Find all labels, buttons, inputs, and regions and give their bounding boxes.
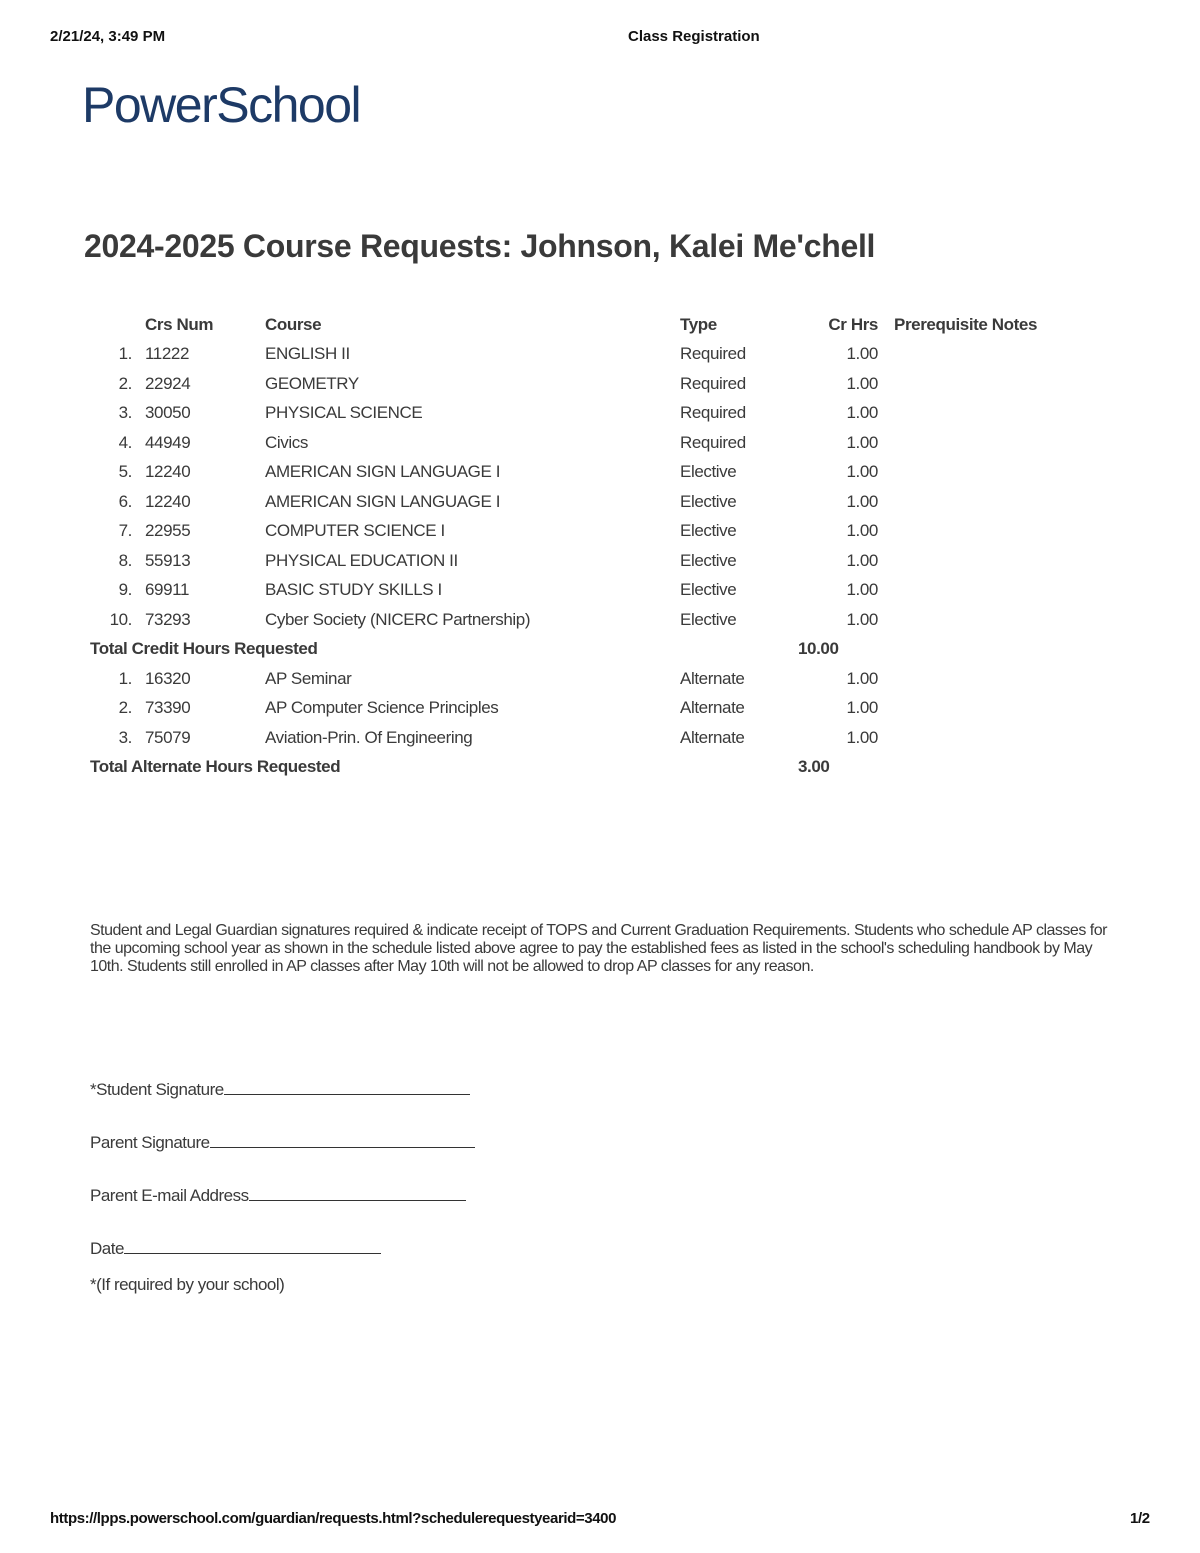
table-row (90, 340, 1064, 370)
prereq-notes (878, 694, 1064, 724)
credit-hours: 1.00 (846, 521, 878, 541)
total-alternate-hours-row-spacer (878, 753, 1064, 783)
course-number: 75079 (145, 727, 191, 747)
total-credit-hours-row-value: 10.00 (798, 639, 839, 659)
col-index (90, 310, 145, 340)
credit-hours: 1.00 (846, 550, 878, 570)
course-name: AP Seminar (265, 668, 352, 688)
course-type: Required (680, 432, 746, 452)
table-row (90, 399, 1064, 429)
course-number: 69911 (145, 580, 190, 600)
page-url: https://lpps.powerschool.com/guardian/requests.html?schedulerequestyearid=3400 (50, 1510, 617, 1527)
credit-hours: 1.00 (846, 668, 878, 688)
table-row (90, 723, 1064, 753)
signature-footnote: *(If required by your school) (90, 1275, 285, 1294)
course-name: AMERICAN SIGN LANGUAGE I (265, 491, 501, 511)
course-name: COMPUTER SCIENCE I (265, 521, 445, 541)
credit-hours: 1.00 (846, 344, 878, 364)
prereq-notes (878, 340, 1064, 370)
credit-hours: 1.00 (846, 373, 878, 393)
parent-signature-label: Parent Signature (90, 1133, 210, 1152)
credit-hours: 1.00 (846, 609, 878, 629)
student-signature-blank (224, 1080, 470, 1095)
course-number: 22955 (145, 521, 191, 541)
row-index: 8. (118, 550, 132, 570)
table-row (90, 458, 1064, 488)
prereq-notes (878, 487, 1064, 517)
col-crs-num: Crs Num (145, 314, 214, 334)
row-index: 3. (118, 403, 132, 423)
col-course: Course (265, 314, 322, 334)
credit-hours: 1.00 (846, 403, 878, 423)
course-number: 11222 (145, 344, 190, 364)
course-number: 12240 (145, 462, 191, 482)
parent-email-line (90, 1186, 466, 1206)
col-prereq-notes: Prerequisite Notes (894, 314, 1038, 334)
row-index: 7. (118, 521, 132, 541)
prereq-notes (878, 664, 1064, 694)
course-number: 16320 (145, 668, 191, 688)
row-index: 3. (118, 727, 132, 747)
prereq-notes (878, 546, 1064, 576)
course-type: Alternate (680, 727, 745, 747)
student-signature-line (90, 1080, 470, 1100)
course-name: Aviation-Prin. Of Engineering (265, 727, 473, 747)
total-credit-hours-row-label: Total Credit Hours Requested (90, 639, 318, 659)
course-name: PHYSICAL SCIENCE (265, 403, 423, 423)
total-credit-hours-row-spacer (878, 635, 1064, 665)
powerschool-logo: PowerSchool (82, 77, 361, 133)
parent-signature-line (90, 1133, 475, 1153)
row-index: 6. (118, 491, 132, 511)
course-name: ENGLISH II (265, 344, 350, 364)
prereq-notes (878, 458, 1064, 488)
total-alternate-hours-row (90, 753, 1064, 783)
prereq-notes (878, 723, 1064, 753)
course-requests-table (90, 310, 1064, 782)
credit-hours: 1.00 (846, 698, 878, 718)
col-type: Type (680, 314, 717, 334)
credit-hours: 1.00 (846, 580, 878, 600)
table-row (90, 694, 1064, 724)
parent-signature-blank (210, 1133, 475, 1148)
row-index: 4. (118, 432, 132, 452)
course-type: Alternate (680, 698, 745, 718)
table-row (90, 576, 1064, 606)
course-number: 22924 (145, 373, 191, 393)
table-row (90, 664, 1064, 694)
course-name: GEOMETRY (265, 373, 359, 393)
course-type: Required (680, 403, 746, 423)
prereq-notes (878, 605, 1064, 635)
course-name: BASIC STUDY SKILLS I (265, 580, 442, 600)
row-index: 5. (118, 462, 132, 482)
row-index: 2. (118, 698, 132, 718)
course-type: Elective (680, 462, 737, 482)
course-name: Civics (265, 432, 308, 452)
course-name: Cyber Society (NICERC Partnership) (265, 609, 531, 629)
course-number: 44949 (145, 432, 191, 452)
course-type: Required (680, 373, 746, 393)
course-type: Elective (680, 521, 737, 541)
date-line (90, 1239, 381, 1259)
course-type: Required (680, 344, 746, 364)
credit-hours: 1.00 (846, 727, 878, 747)
course-type: Elective (680, 550, 737, 570)
table-row (90, 428, 1064, 458)
course-type: Elective (680, 609, 737, 629)
date-blank (124, 1239, 381, 1254)
course-type: Elective (680, 580, 737, 600)
table-row (90, 369, 1064, 399)
row-index: 10. (109, 609, 132, 629)
prereq-notes (878, 428, 1064, 458)
col-cr-hrs: Cr Hrs (828, 314, 878, 334)
prereq-notes (878, 399, 1064, 429)
row-index: 1. (118, 344, 132, 364)
prereq-notes (878, 517, 1064, 547)
table-header-row (90, 310, 1064, 340)
course-number: 73293 (145, 609, 191, 629)
print-title: Class Registration (628, 28, 760, 45)
prereq-notes (878, 369, 1064, 399)
course-name: PHYSICAL EDUCATION II (265, 550, 458, 570)
credit-hours: 1.00 (846, 491, 878, 511)
print-date: 2/21/24, 3:49 PM (50, 28, 166, 45)
table-body (90, 340, 1064, 783)
student-signature-label: *Student Signature (90, 1080, 224, 1099)
table-row (90, 546, 1064, 576)
page-number: 1/2 (1130, 1510, 1150, 1527)
course-name: AMERICAN SIGN LANGUAGE I (265, 462, 501, 482)
credit-hours: 1.00 (846, 432, 878, 452)
row-index: 2. (118, 373, 132, 393)
prereq-notes (878, 576, 1064, 606)
ap-fee-notice: Student and Legal Guardian signatures required & indicate receipt of TOPS and Current Graduation Requirements. Students who schedule AP classes for the upcoming school year as shown in the schedule listed above agree to pay the established fees as listed in the school's scheduling handbook by May 10th. Students still enrolled in AP classes after May 10th will not be allowed to drop AP classes for any reason. (90, 922, 1107, 975)
course-type: Alternate (680, 668, 745, 688)
total-credit-hours-row (90, 635, 1064, 665)
course-type: Elective (680, 491, 737, 511)
total-alternate-hours-row-label: Total Alternate Hours Requested (90, 757, 341, 777)
table-row (90, 487, 1064, 517)
course-number: 73390 (145, 698, 191, 718)
row-index: 1. (118, 668, 132, 688)
page-title: 2024-2025 Course Requests: Johnson, Kalei Me'chell (84, 228, 876, 264)
parent-email-label: Parent E-mail Address (90, 1186, 249, 1205)
total-alternate-hours-row-value: 3.00 (798, 757, 830, 777)
course-number: 12240 (145, 491, 191, 511)
row-index: 9. (118, 580, 132, 600)
date-label: Date (90, 1239, 124, 1258)
course-name: AP Computer Science Principles (265, 698, 499, 718)
course-number: 30050 (145, 403, 191, 423)
course-number: 55913 (145, 550, 191, 570)
parent-email-blank (249, 1186, 466, 1201)
table-row (90, 605, 1064, 635)
credit-hours: 1.00 (846, 462, 878, 482)
table-row (90, 517, 1064, 547)
